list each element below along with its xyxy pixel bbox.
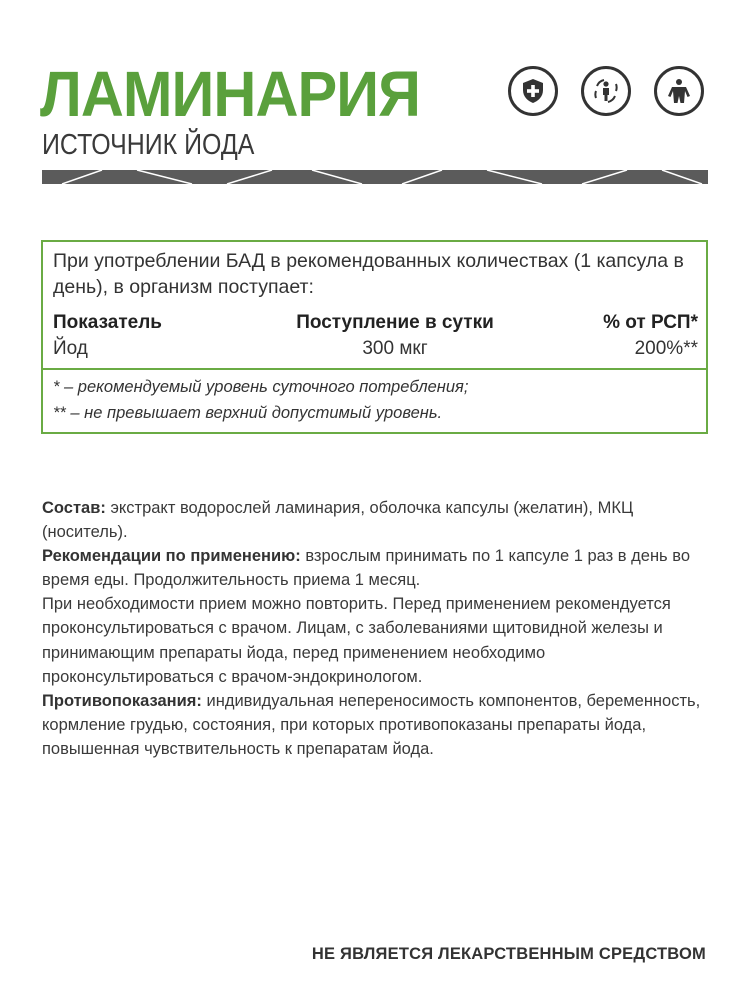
row-indicator: Йод <box>53 338 88 359</box>
column-header-percent: % от РСП* <box>603 312 698 333</box>
composition-label: Состав: <box>42 499 106 517</box>
usage-extra-paragraph: При необходимости прием можно повторить. Перед применением рекомендуется проконсультироваться с врачом. Лицам, с заболеваниями щитовидной железы и принимающим препараты йода, перед применением необходимо проконсультироваться с врачом-эндокринологом. <box>42 595 671 686</box>
contraindications-paragraph <box>42 689 710 761</box>
usage-text: взрослым принимать по 1 капсуле 1 раз в день во время еды. Продолжительность приема 1 месяц. <box>42 547 690 590</box>
product-description <box>42 496 710 761</box>
decorative-stripe <box>42 170 708 184</box>
column-header-intake: Поступление в сутки <box>296 312 494 333</box>
composition-text: экстракт водорослей ламинария, оболочка капсулы (желатин), МКЦ (носитель). <box>42 499 634 542</box>
contraindications-label: Противопоказания: <box>42 691 202 710</box>
footnote-2: ** – не превышает верхний допустимый уровень. <box>53 404 443 422</box>
footnote-1: * – рекомендуемый уровень суточного потребления; <box>53 378 469 396</box>
shield-plus-icon <box>508 66 558 116</box>
row-percent: 200%** <box>634 338 698 359</box>
row-intake: 300 мкг <box>362 338 428 359</box>
divider <box>43 368 706 370</box>
disclaimer-footer: НЕ ЯВЛЯЕТСЯ ЛЕКАРСТВЕННЫМ СРЕДСТВОМ <box>311 945 706 963</box>
product-subtitle: ИСТОЧНИК ЙОДА <box>42 129 255 161</box>
person-body-icon <box>654 66 704 116</box>
feature-icons <box>508 66 704 116</box>
product-title: ЛАМИНАРИЯ <box>40 58 420 130</box>
person-cycle-icon <box>581 66 631 116</box>
nutrition-info-box <box>41 240 708 434</box>
composition-paragraph <box>42 496 710 544</box>
usage-paragraph <box>42 544 710 592</box>
usage-label: Рекомендации по применению: <box>42 547 301 566</box>
contraindications-text: индивидуальная непереносимость компонентов, беременность, кормление грудью, состояния, при которых противопоказаны препараты йода, повышенная чувствительность к препаратам йода. <box>42 691 701 758</box>
intro-text: При употреблении БАД в рекомендованных количествах (1 капсула в день), в организм поступает: <box>53 250 684 298</box>
column-header-indicator: Показатель <box>53 312 162 333</box>
